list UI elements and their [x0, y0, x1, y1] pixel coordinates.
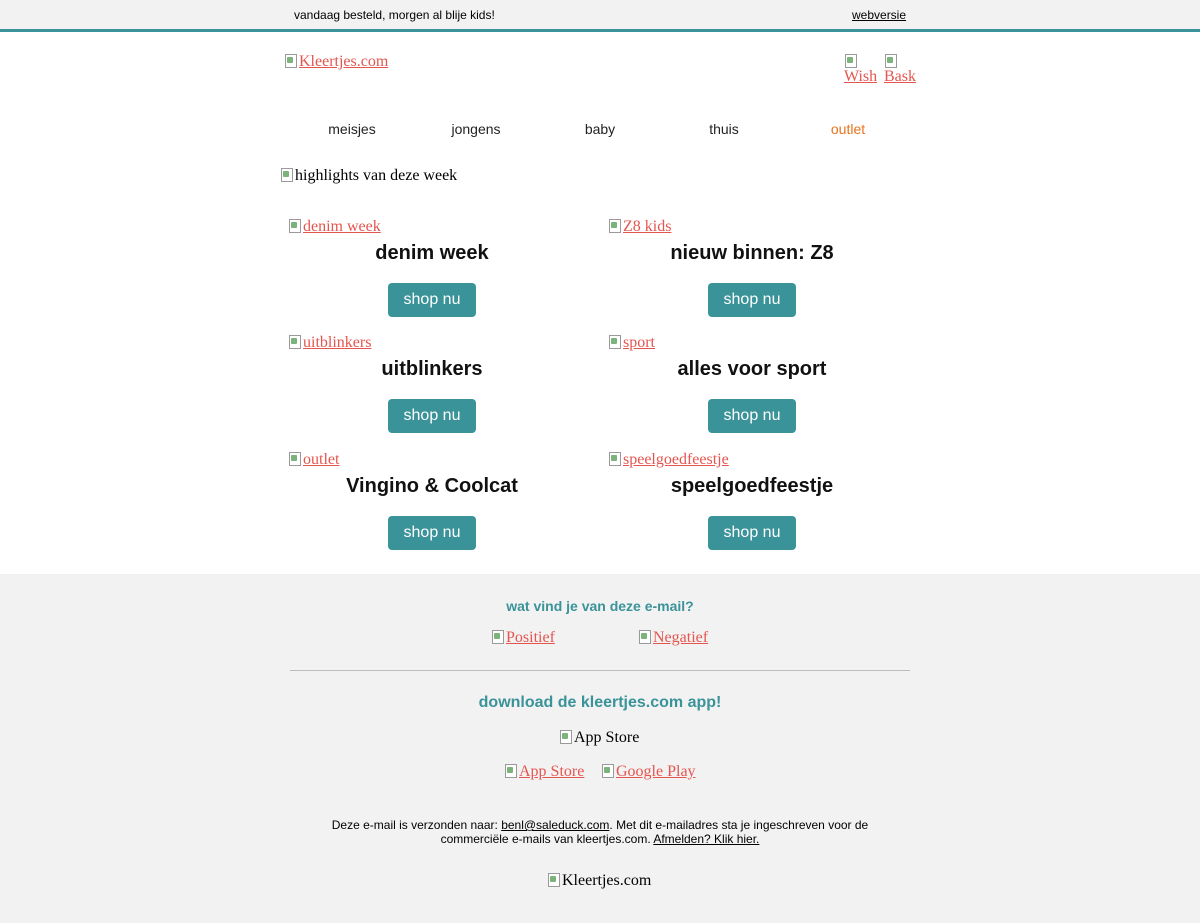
- tile-z8: [600, 218, 904, 328]
- legal-prefix: Deze e-mail is verzonden naar:: [331, 818, 502, 832]
- highlights-banner: [280, 167, 457, 185]
- tile-title: uitblinkers: [381, 358, 483, 380]
- broken-image-icon: [504, 763, 518, 779]
- webversie-link[interactable]: webversie: [852, 8, 907, 22]
- google-play-link[interactable]: [601, 763, 696, 781]
- tile-title: nieuw binnen: Z8: [670, 242, 834, 264]
- google-play-alt: Google Play: [616, 763, 696, 780]
- shop-now-button[interactable]: shop nu: [708, 516, 796, 550]
- app-image-alt: App Store: [574, 729, 640, 746]
- unsubscribe-link[interactable]: Afmelden? Klik hier.: [653, 832, 760, 846]
- app-download-heading: download de kleertjes.com app!: [478, 694, 722, 711]
- recipient-email-link[interactable]: benl@saleduck.com: [501, 818, 610, 832]
- logo-link[interactable]: [284, 53, 388, 71]
- broken-image-icon: [284, 53, 298, 69]
- shop-now-button[interactable]: shop nu: [388, 399, 476, 433]
- nav-item-outlet[interactable]: outlet: [830, 121, 866, 137]
- nav-item-jongens[interactable]: jongens: [451, 121, 501, 137]
- wishlist-alt-text: Wish: [844, 68, 877, 85]
- app-store-link[interactable]: [504, 763, 584, 781]
- basket-alt-text: Bask: [884, 68, 916, 85]
- tile-uitblinkers: [280, 334, 584, 444]
- broken-image-icon: [601, 763, 615, 779]
- tile-image-link[interactable]: [288, 334, 371, 352]
- shop-now-button[interactable]: shop nu: [708, 283, 796, 317]
- footer-divider: [290, 670, 910, 671]
- footer-logo-alt: Kleertjes.com: [562, 872, 652, 889]
- basket-link[interactable]: [884, 53, 917, 85]
- broken-image-icon: [608, 451, 622, 467]
- broken-image-icon: [638, 629, 652, 645]
- wishlist-link[interactable]: [844, 53, 877, 85]
- broken-image-icon: [844, 53, 858, 69]
- broken-image-icon: [547, 872, 561, 888]
- broken-image-icon: [608, 334, 622, 350]
- logo-alt-text: Kleertjes.com: [299, 53, 389, 70]
- tile-title: speelgoedfeestje: [670, 475, 834, 497]
- tile-outlet: [280, 451, 584, 561]
- tile-title: Vingino & Coolcat: [346, 475, 518, 497]
- positive-alt-text: Positief: [506, 629, 555, 646]
- shop-now-button[interactable]: shop nu: [388, 516, 476, 550]
- top-bar: [0, 0, 1200, 32]
- main-nav: [290, 121, 910, 141]
- app-store-alt: App Store: [519, 763, 585, 780]
- broken-image-icon: [288, 334, 302, 350]
- broken-image-icon: [491, 629, 505, 645]
- tile-image-link[interactable]: [608, 451, 729, 469]
- feedback-question: wat vind je van deze e-mail?: [506, 598, 694, 614]
- shop-now-button[interactable]: shop nu: [388, 283, 476, 317]
- footer-logo: [547, 872, 651, 890]
- nav-item-thuis[interactable]: thuis: [709, 121, 739, 137]
- broken-image-icon: [288, 218, 302, 234]
- tile-image-alt: speelgoedfeestje: [623, 451, 729, 468]
- tile-image-alt: sport: [623, 334, 655, 351]
- feedback-positive-link[interactable]: [491, 629, 555, 647]
- nav-item-baby[interactable]: baby: [584, 121, 616, 137]
- app-image: [559, 729, 639, 747]
- tile-speelgoedfeestje: [600, 451, 904, 561]
- tagline: vandaag besteld, morgen al blije kids!: [294, 8, 495, 22]
- broken-image-icon: [608, 218, 622, 234]
- tile-image-alt: Z8 kids: [623, 218, 672, 235]
- tile-image-link[interactable]: [288, 451, 339, 469]
- tile-title: alles voor sport: [677, 358, 827, 380]
- tile-image-link[interactable]: [608, 218, 671, 236]
- tile-title: denim week: [375, 242, 489, 264]
- tile-sport: [600, 334, 904, 444]
- broken-image-icon: [280, 167, 294, 183]
- highlights-alt-text: highlights van deze week: [295, 167, 458, 184]
- tile-image-link[interactable]: [608, 334, 655, 352]
- footer: [0, 574, 1200, 923]
- broken-image-icon: [884, 53, 898, 69]
- broken-image-icon: [288, 451, 302, 467]
- shop-now-button[interactable]: shop nu: [708, 399, 796, 433]
- nav-item-meisjes[interactable]: meisjes: [328, 121, 376, 137]
- tile-image-link[interactable]: [288, 218, 381, 236]
- tile-image-alt: outlet: [303, 451, 340, 468]
- negative-alt-text: Negatief: [653, 629, 709, 646]
- broken-image-icon: [559, 729, 573, 745]
- feedback-negative-link[interactable]: [638, 629, 708, 647]
- legal-text: [300, 818, 900, 846]
- legal-middle: . Met dit e-mailadres sta je ingeschreven voor de commerciële e-mails van kleertjes.com.: [440, 818, 869, 846]
- tile-image-alt: uitblinkers: [303, 334, 372, 351]
- tile-image-alt: denim week: [303, 218, 381, 235]
- tile-denim-week: [280, 218, 584, 328]
